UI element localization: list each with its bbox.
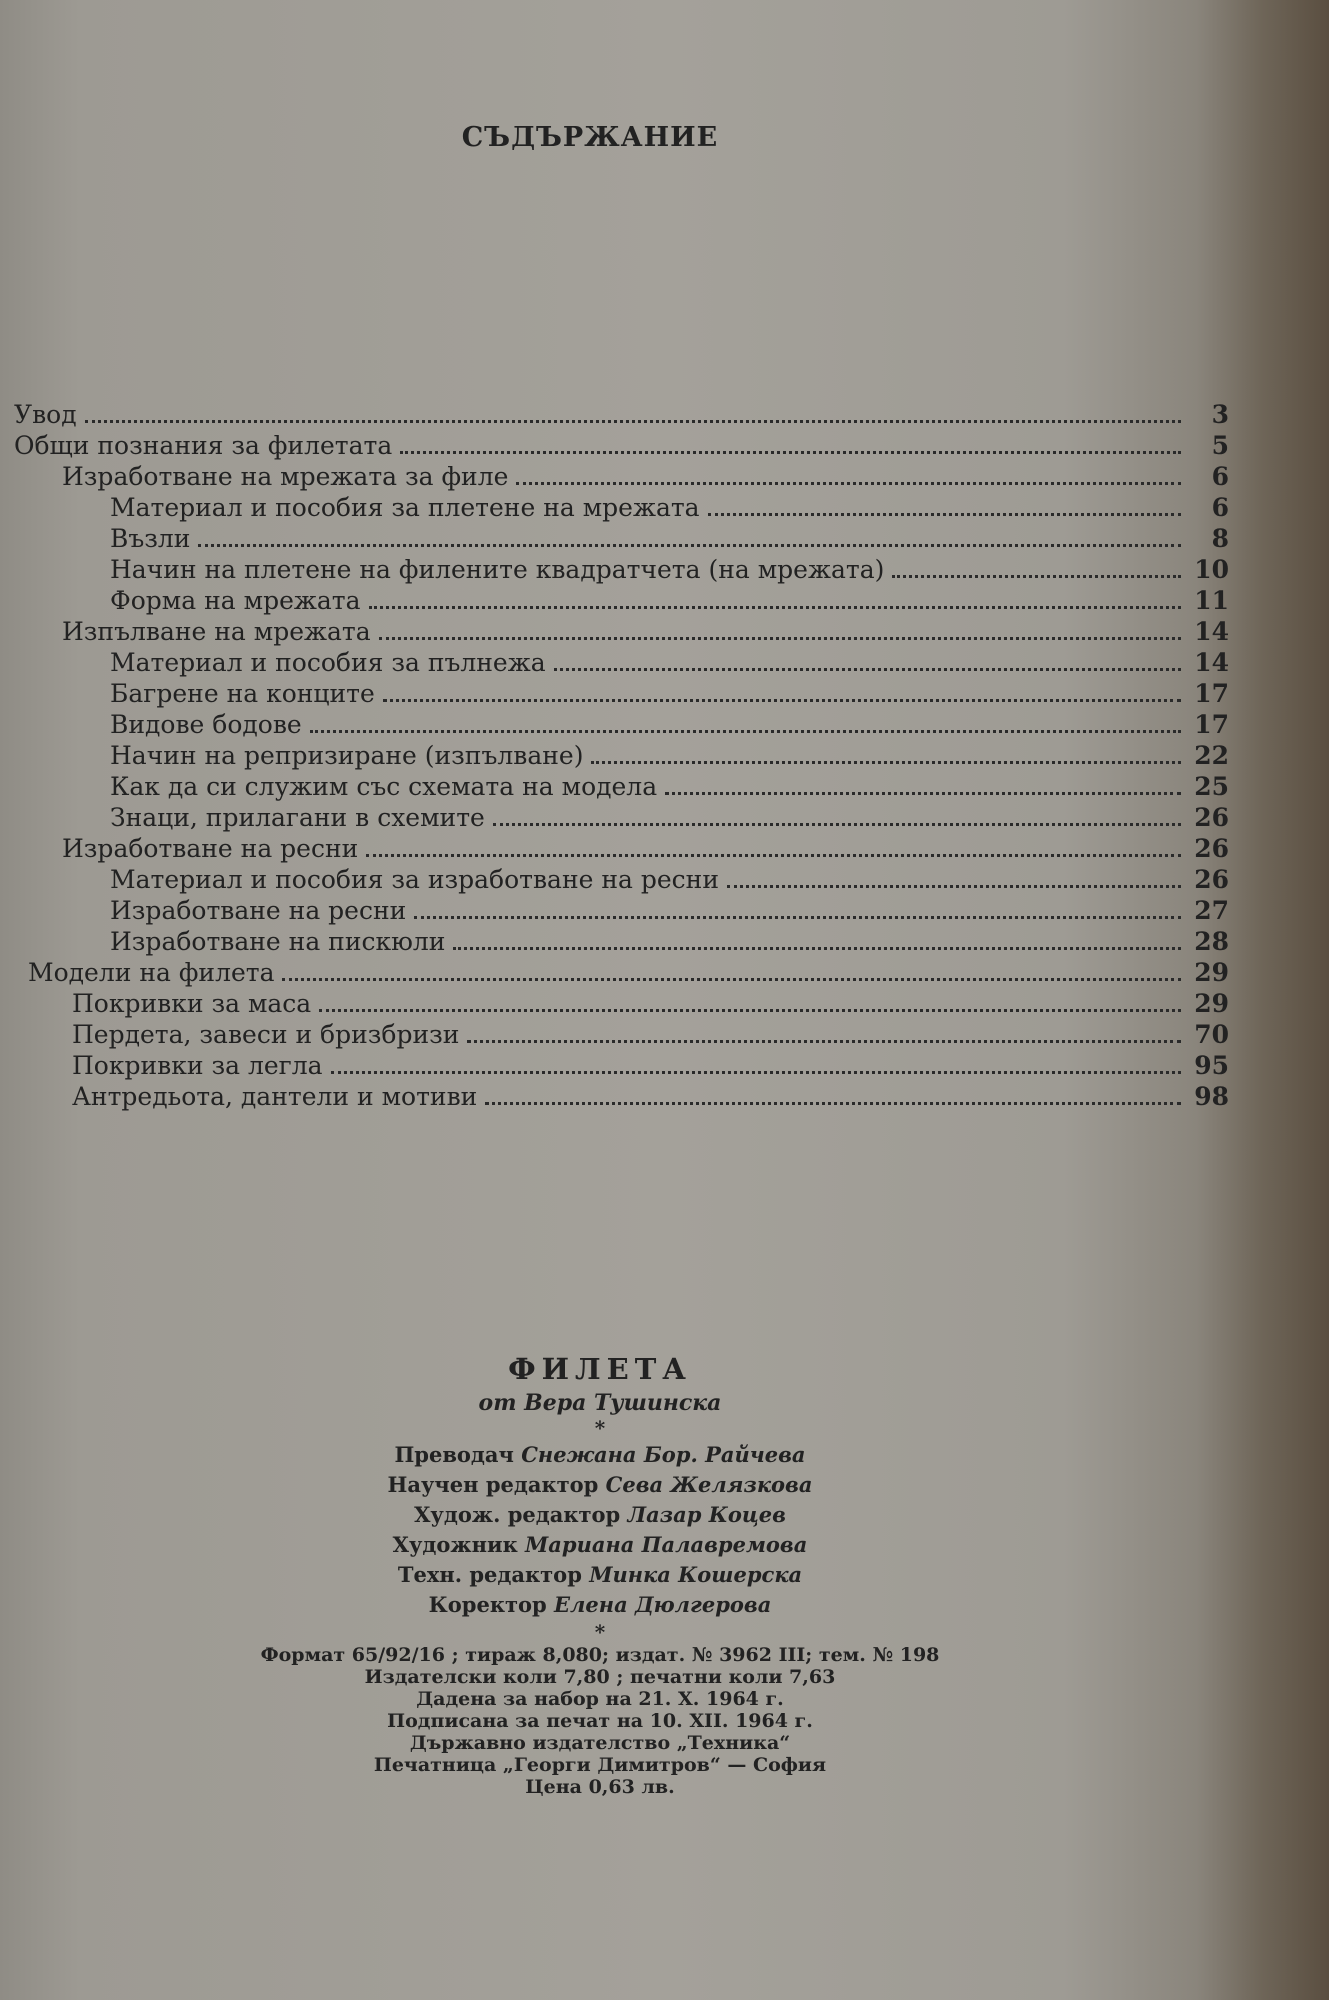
imprint-block <box>200 1644 1000 1798</box>
credit-role: Худож. редактор <box>414 1502 621 1527</box>
toc-entry-label: Материал и пособия за плетене на мрежата <box>110 493 700 522</box>
toc-entry-label: Възли <box>110 524 191 553</box>
toc-entry <box>14 803 1229 834</box>
credit-line <box>200 1440 1000 1470</box>
toc-entry-label: Знаци, прилагани в схемите <box>110 803 485 832</box>
toc-entry <box>14 555 1229 586</box>
toc-entry-label: Начин на плетене на филените квадратчета (на мрежата) <box>110 555 885 584</box>
toc-entry-page: 26 <box>1194 803 1229 832</box>
toc-entry <box>14 648 1229 679</box>
toc-entry <box>14 896 1229 927</box>
toc-entry-label: Модели на филета <box>28 958 275 987</box>
credit-name: Минка Кошерска <box>589 1562 803 1587</box>
toc-entry-label: Изработване на ресни <box>62 834 359 863</box>
toc-entry-label: Изработване на мрежата за филе <box>62 462 509 491</box>
dot-leader <box>414 916 1181 919</box>
toc-entry-page: 17 <box>1194 710 1229 739</box>
toc-entry-page: 26 <box>1194 865 1229 894</box>
dot-leader <box>708 513 1181 516</box>
dot-leader <box>591 761 1181 764</box>
toc-entry-page: 70 <box>1194 1020 1229 1049</box>
dot-leader <box>727 885 1181 888</box>
toc-entry-label: Изработване на ресни <box>110 896 407 925</box>
toc-entry-page: 6 <box>1211 462 1229 491</box>
toc-entry-page: 27 <box>1194 896 1229 925</box>
credit-name: Мариана Палавремова <box>525 1532 808 1557</box>
toc-entry <box>14 741 1229 772</box>
toc-entry-page: 8 <box>1211 524 1229 553</box>
credit-role: Преводач <box>394 1442 514 1467</box>
dot-leader <box>554 668 1181 671</box>
credit-role: Научен редактор <box>387 1472 599 1497</box>
dot-leader <box>198 544 1181 547</box>
toc-entry <box>14 400 1229 431</box>
credit-name: Лазар Коцев <box>627 1502 786 1527</box>
dot-leader <box>369 606 1181 609</box>
toc-entry <box>14 958 1229 989</box>
toc-entry <box>14 1051 1229 1082</box>
credit-line <box>200 1590 1000 1620</box>
credit-name: Елена Дюлгерова <box>554 1592 772 1617</box>
dot-leader <box>319 1009 1181 1012</box>
credit-role: Художник <box>392 1532 518 1557</box>
dot-leader <box>85 420 1181 423</box>
colophon <box>200 1352 1000 1798</box>
toc-entry <box>14 834 1229 865</box>
dot-leader <box>892 575 1181 578</box>
dot-leader <box>383 699 1181 702</box>
imprint-line: Дадена за набор на 21. X. 1964 г. <box>416 1688 784 1710</box>
toc-entry-page: 29 <box>1194 958 1229 987</box>
toc-entry <box>14 679 1229 710</box>
credit-line <box>200 1500 1000 1530</box>
toc-entry-label: Видове бодове <box>110 710 302 739</box>
toc-entry-page: 28 <box>1194 927 1229 956</box>
imprint-line: Издателски коли 7,80 ; печатни коли 7,63 <box>364 1666 836 1688</box>
book-title: ФИЛЕТА <box>508 1352 692 1386</box>
toc-entry-label: Антредьота, дантели и мотиви <box>72 1082 478 1111</box>
separator-star: * <box>594 1416 606 1440</box>
imprint-line: Държавно издателство „Техника“ <box>409 1732 791 1754</box>
dot-leader <box>516 482 1181 485</box>
toc-entry-page: 25 <box>1194 772 1229 801</box>
toc-entry-label: Покривки за легла <box>72 1051 323 1080</box>
credit-name: Сева Желязкова <box>605 1472 813 1497</box>
imprint-line: Подписана за печат на 10. XII. 1964 г. <box>387 1710 813 1732</box>
toc-entry-page: 98 <box>1194 1082 1229 1111</box>
credit-line <box>200 1560 1000 1590</box>
credits-list <box>200 1440 1000 1620</box>
toc-entry <box>14 989 1229 1020</box>
toc-entry-page: 14 <box>1194 648 1229 677</box>
toc-entry <box>14 493 1229 524</box>
imprint-line: Формат 65/92/16 ; тираж 8,080; издат. № 3962 III; тем. № 198 <box>260 1644 940 1666</box>
page-title: СЪДЪРЖАНИЕ <box>461 122 719 153</box>
dot-leader <box>282 978 1181 981</box>
dot-leader <box>379 637 1181 640</box>
credit-name: Снежана Бор. Райчева <box>521 1442 806 1467</box>
dot-leader <box>453 947 1181 950</box>
toc-entry-page: 95 <box>1194 1051 1229 1080</box>
dot-leader <box>493 823 1181 826</box>
credit-line <box>200 1530 1000 1560</box>
dot-leader <box>467 1040 1181 1043</box>
toc-entry <box>14 462 1229 493</box>
book-author: от Вера Тушинска <box>478 1390 722 1416</box>
toc-entry-label: Покривки за маса <box>72 989 312 1018</box>
toc-entry-page: 3 <box>1211 400 1229 429</box>
toc-entry <box>14 1020 1229 1051</box>
dot-leader <box>400 451 1181 454</box>
toc-entry <box>14 865 1229 896</box>
toc-entry-label: Пердета, завеси и бризбризи <box>72 1020 460 1049</box>
toc-entry-label: Общи познания за филетата <box>14 431 393 460</box>
toc-entry-label: Форма на мрежата <box>110 586 361 615</box>
credit-role: Техн. редактор <box>397 1562 582 1587</box>
toc-entry-page: 11 <box>1194 586 1229 615</box>
table-of-contents <box>14 400 1229 1113</box>
dot-leader <box>665 792 1181 795</box>
dot-leader <box>310 730 1181 733</box>
toc-entry-page: 17 <box>1194 679 1229 708</box>
toc-entry-label: Изпълване на мрежата <box>62 617 371 646</box>
toc-entry-label: Багрене на конците <box>110 679 375 708</box>
toc-entry <box>14 431 1229 462</box>
toc-entry-page: 14 <box>1194 617 1229 646</box>
toc-entry-page: 29 <box>1194 989 1229 1018</box>
separator-star: * <box>594 1620 606 1644</box>
toc-entry-label: Материал и пособия за пълнежа <box>110 648 546 677</box>
toc-entry-label: Как да си служим със схемата на модела <box>110 772 658 801</box>
toc-entry <box>14 524 1229 555</box>
toc-entry <box>14 927 1229 958</box>
toc-entry <box>14 1082 1229 1113</box>
toc-entry <box>14 772 1229 803</box>
dot-leader <box>366 854 1181 857</box>
imprint-line: Цена 0,63 лв. <box>525 1776 675 1798</box>
toc-entry-label: Изработване на пискюли <box>110 927 446 956</box>
toc-entry <box>14 617 1229 648</box>
dot-leader <box>485 1102 1181 1105</box>
dot-leader <box>331 1071 1181 1074</box>
toc-entry-page: 26 <box>1194 834 1229 863</box>
credit-line <box>200 1470 1000 1500</box>
toc-entry-page: 6 <box>1211 493 1229 522</box>
toc-entry-label: Материал и пособия за изработване на ресни <box>110 865 719 894</box>
toc-entry-page: 10 <box>1194 555 1229 584</box>
toc-entry-label: Увод <box>14 400 77 429</box>
toc-entry-page: 22 <box>1194 741 1229 770</box>
imprint-line: Печатница „Георги Димитров“ — София <box>373 1754 827 1776</box>
credit-role: Коректор <box>428 1592 547 1617</box>
toc-entry-label: Начин на репризиране (изпълване) <box>110 741 584 770</box>
toc-entry <box>14 586 1229 617</box>
toc-entry-page: 5 <box>1211 431 1229 460</box>
toc-entry <box>14 710 1229 741</box>
